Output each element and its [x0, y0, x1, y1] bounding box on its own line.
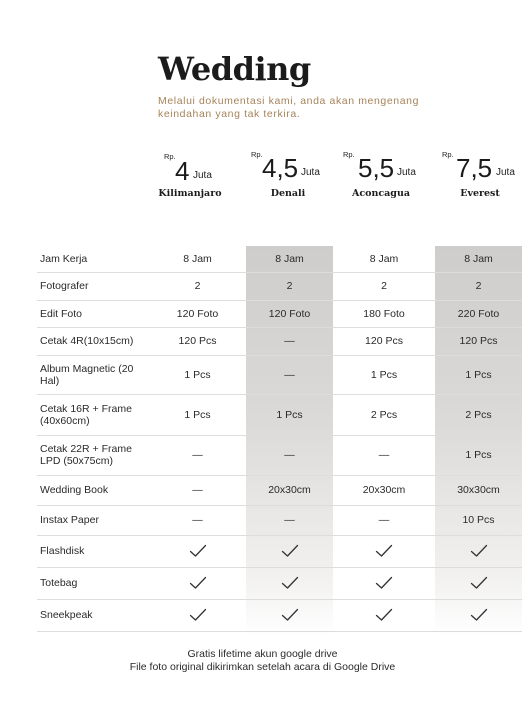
check-icon — [435, 567, 522, 599]
feature-label: Edit Foto — [37, 300, 149, 327]
package-kilimanjaro[interactable] — [142, 148, 238, 199]
footer-line: File foto original dikirimkan setelah acara di Google Drive — [129, 661, 396, 673]
feature-label: Album Magnetic (20 Hal) — [37, 355, 149, 394]
price-amount: 7,5 — [456, 153, 493, 183]
feature-value: 30x30cm — [435, 475, 522, 505]
feature-value: 1 Pcs — [149, 394, 246, 435]
feature-label: Instax Paper — [37, 505, 149, 535]
check-icon — [246, 599, 333, 631]
feature-value: 2 — [246, 272, 333, 300]
package-name: Kilimanjaro — [158, 188, 222, 199]
feature-row — [37, 435, 522, 475]
check-icon — [333, 535, 435, 567]
feature-value: — — [246, 327, 333, 355]
check-icon — [149, 535, 246, 567]
feature-row — [37, 327, 522, 355]
package-name: Everest — [460, 188, 500, 199]
feature-value: 8 Jam — [246, 246, 333, 272]
feature-row — [37, 355, 522, 394]
feature-value: 2 Pcs — [435, 394, 522, 435]
price-amount: 5,5 — [358, 153, 395, 183]
feature-value: 8 Jam — [333, 246, 435, 272]
price-amount: 4,5 — [262, 153, 299, 183]
feature-value: 1 Pcs — [333, 355, 435, 394]
check-icon — [333, 567, 435, 599]
price-prefix: Rp. — [442, 150, 454, 159]
feature-label: Cetak 16R + Frame (40x60cm) — [37, 394, 149, 435]
price-unit: Juta — [193, 170, 212, 181]
feature-value: 1 Pcs — [435, 355, 522, 394]
feature-value: 120 Pcs — [435, 327, 522, 355]
feature-label: Fotografer — [37, 272, 149, 300]
package-price — [240, 148, 336, 184]
feature-value: 8 Jam — [149, 246, 246, 272]
feature-label: Cetak 22R + Frame LPD (50x75cm) — [37, 435, 149, 475]
package-denali[interactable] — [240, 148, 336, 199]
feature-value: 10 Pcs — [435, 505, 522, 535]
check-icon — [435, 599, 522, 631]
feature-row — [37, 246, 522, 272]
check-icon — [435, 535, 522, 567]
feature-value: 2 — [435, 272, 522, 300]
check-icon — [149, 567, 246, 599]
feature-value: 120 Pcs — [149, 327, 246, 355]
feature-row — [37, 394, 522, 435]
feature-value: — — [246, 505, 333, 535]
package-header — [0, 148, 525, 208]
feature-value: 1 Pcs — [246, 394, 333, 435]
package-price — [142, 148, 238, 184]
feature-row — [37, 567, 522, 599]
price-unit: Juta — [496, 167, 515, 178]
check-icon — [149, 599, 246, 631]
feature-value: — — [333, 435, 435, 475]
feature-label: Wedding Book — [37, 475, 149, 505]
footer-notes — [0, 648, 525, 674]
feature-value: — — [149, 435, 246, 475]
price-amount: 4 — [175, 156, 190, 186]
feature-row — [37, 300, 522, 327]
feature-value: — — [333, 505, 435, 535]
feature-value: 2 — [333, 272, 435, 300]
check-icon — [246, 567, 333, 599]
feature-value: 1 Pcs — [435, 435, 522, 475]
feature-label: Sneekpeak — [37, 599, 149, 631]
feature-table — [37, 246, 522, 632]
feature-label: Flashdisk — [37, 535, 149, 567]
feature-value: 8 Jam — [435, 246, 522, 272]
feature-row — [37, 535, 522, 567]
feature-row — [37, 272, 522, 300]
feature-value: 180 Foto — [333, 300, 435, 327]
price-unit: Juta — [301, 167, 320, 178]
check-icon — [333, 599, 435, 631]
package-everest[interactable] — [432, 148, 525, 199]
price-prefix: Rp. — [164, 152, 176, 161]
package-price — [432, 148, 525, 184]
package-aconcagua[interactable] — [333, 148, 429, 199]
feature-label: Jam Kerja — [37, 246, 149, 272]
feature-row — [37, 505, 522, 535]
feature-value: 20x30cm — [246, 475, 333, 505]
feature-value: 120 Pcs — [333, 327, 435, 355]
check-icon — [246, 535, 333, 567]
feature-value: — — [246, 435, 333, 475]
feature-value: 1 Pcs — [149, 355, 246, 394]
feature-value: 120 Foto — [149, 300, 246, 327]
package-name: Aconcagua — [351, 188, 411, 199]
package-name: Denali — [270, 188, 306, 199]
feature-value: — — [149, 475, 246, 505]
feature-label: Totebag — [37, 567, 149, 599]
feature-value: 2 — [149, 272, 246, 300]
page-subtitle: Melalui dokumentasi kami, anda akan mengenang keindahan yang tak terkira. — [158, 95, 420, 120]
feature-row — [37, 599, 522, 631]
footer-line: Gratis lifetime akun google drive — [187, 648, 338, 660]
feature-value: 2 Pcs — [333, 394, 435, 435]
feature-value: 20x30cm — [333, 475, 435, 505]
price-prefix: Rp. — [343, 150, 355, 159]
package-price — [333, 148, 429, 184]
feature-row — [37, 475, 522, 505]
feature-label: Cetak 4R(10x15cm) — [37, 327, 149, 355]
feature-value: 220 Foto — [435, 300, 522, 327]
feature-value: — — [149, 505, 246, 535]
feature-value: 120 Foto — [246, 300, 333, 327]
price-prefix: Rp. — [251, 150, 263, 159]
page-title: Wedding — [158, 50, 311, 88]
feature-value: — — [246, 355, 333, 394]
price-unit: Juta — [397, 167, 416, 178]
